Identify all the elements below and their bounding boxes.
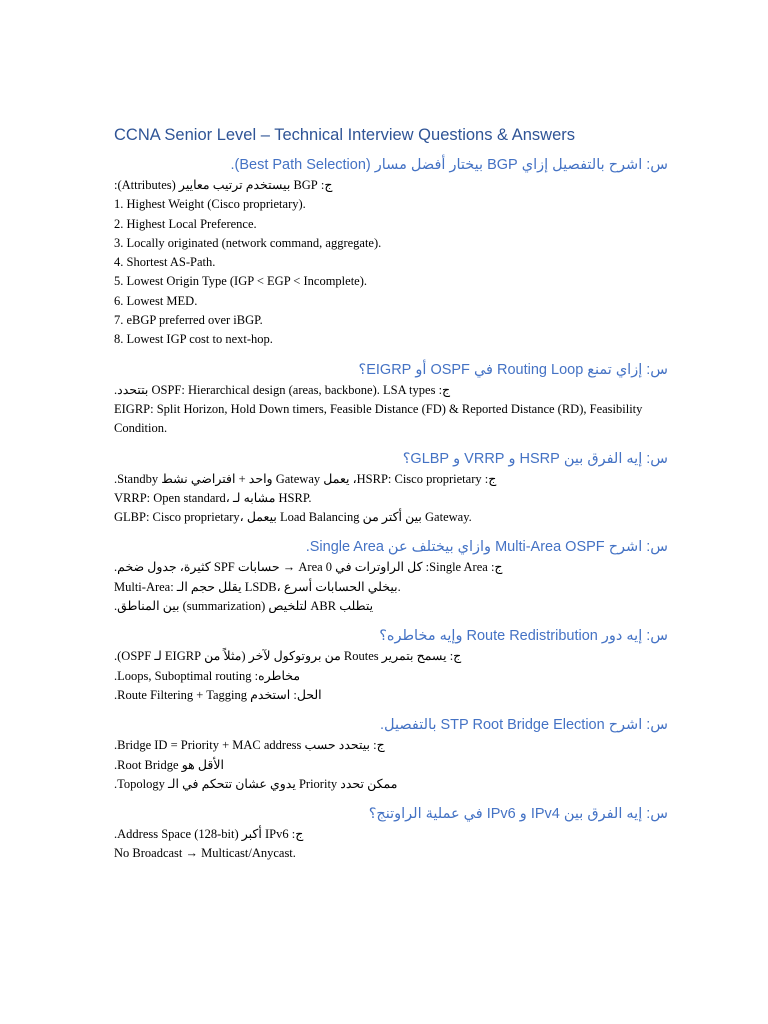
answer-line: ج: IPv6 أكبر Address Space (128-bit).	[114, 827, 304, 842]
qa-section-2	[114, 360, 668, 439]
answer-line: الحل: استخدم Route Filtering + Tagging.	[114, 687, 322, 702]
answer-line: EIGRP: Split Horizon, Hold Down timers, Feasible Distance (FD) & Reported Distance (RD), Feasibility Condition.	[114, 401, 643, 436]
answer-line: الأقل هو Root Bridge.	[114, 757, 224, 772]
qa-section-4	[114, 537, 668, 616]
answer-line: ج: Single Area: كل الراوترات في Area 0 → حسابات SPF كثيرة، جدول ضخم.	[114, 560, 503, 575]
answer-line: يتطلب ABR لتلخيص (summarization) بين المناطق.	[114, 599, 374, 614]
answer-line: 3. Locally originated (network command, aggregate).	[114, 235, 382, 250]
question-heading: س: إزاي تمنع Routing Loop في OSPF أو EIGRP؟	[358, 361, 668, 378]
answer-line: ج: يسمح بتمرير Routes من بروتوكول لآخر (مثلاً من EIGRP لـ OSPF).	[114, 649, 462, 664]
answer-line: No Broadcast → Multicast/Anycast.	[114, 846, 296, 861]
qa-section-6	[114, 715, 668, 794]
answer-line: ممكن تحدد Priority يدوي عشان تتحكم في الـ Topology.	[114, 776, 398, 791]
answer-line: ج: BGP بيستخدم ترتيب معايير (Attributes):	[114, 178, 333, 192]
answer-line: ج: OSPF: Hierarchical design (areas, backbone). LSA types بتتحدد.	[114, 382, 451, 397]
answer-line: 8. Lowest IGP cost to next-hop.	[114, 332, 273, 347]
question-heading: س: إيه الفرق بين HSRP و VRRP و GLBP؟	[402, 450, 668, 467]
qa-section-7	[114, 804, 668, 864]
answer-line: 2. Highest Local Preference.	[114, 216, 257, 231]
answer-line: 1. Highest Weight (Cisco proprietary).	[114, 197, 306, 212]
answer-line: 5. Lowest Origin Type (IGP < EGP < Incomplete).	[114, 274, 367, 289]
answer-line: 4. Shortest AS-Path.	[114, 255, 216, 270]
answer-line: 6. Lowest MED.	[114, 293, 198, 308]
document-title: CCNA Senior Level – Technical Interview Questions & Answers	[114, 126, 576, 144]
answer-line: ج: HSRP: Cisco proprietary، يعمل Gateway واحد + افتراضي نشط Standby.	[114, 471, 497, 486]
qa-section-3	[114, 449, 668, 528]
answer-line: Multi-Area: يقلل حجم الـ LSDB، بيخلي الحسابات أسرع.	[114, 579, 401, 594]
answer-line: مخاطره: Loops, Suboptimal routing.	[114, 668, 301, 683]
answer-line: VRRP: Open standard، مشابه لـ HSRP.	[114, 490, 312, 505]
question-heading: س: اشرح STP Root Bridge Election بالتفصيل.	[379, 717, 668, 734]
answer-line: 7. eBGP preferred over iBGP.	[114, 313, 263, 328]
qa-section-1	[114, 155, 668, 350]
question-heading: س: إيه دور Route Redistribution وإيه مخاطره؟	[379, 628, 668, 645]
question-heading: س: إيه الفرق بين IPv4 و IPv6 في عملية الراوتنج؟	[368, 806, 668, 823]
question-heading: س: اشرح بالتفصيل إزاي BGP بيختار أفضل مسار (Best Path Selection).	[230, 157, 668, 173]
qa-section-5	[114, 626, 668, 705]
question-heading: س: اشرح Multi-Area OSPF وازاي بيختلف عن Single Area.	[305, 539, 668, 556]
answer-line: GLBP: Cisco proprietary، بيعمل Load Balancing بين أكتر من Gateway.	[114, 510, 472, 525]
answer-line: ج: بيتحدد حسب Bridge ID = Priority + MAC address.	[114, 738, 385, 753]
